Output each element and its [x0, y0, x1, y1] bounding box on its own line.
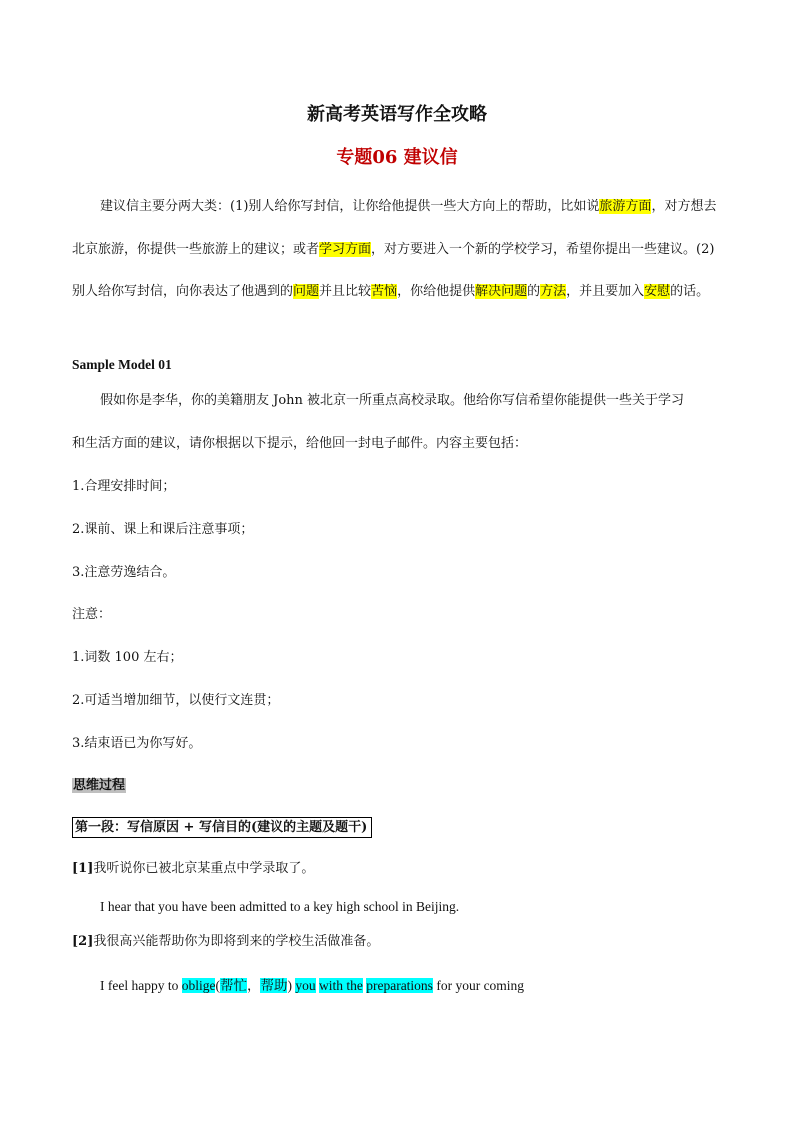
point-3: 3.注意劳逸结合。	[72, 565, 176, 580]
intro-text-14: 的话。	[670, 284, 710, 299]
intro-highlight-3: 学习方面	[319, 241, 372, 257]
sentence-2-tag: [2]	[72, 934, 94, 949]
sentence-1-cn	[72, 856, 724, 882]
point-1: 1.合理安排时间；	[72, 479, 176, 494]
intro-highlight-13: 安慰	[644, 284, 671, 299]
intro-highlight-7: 苦恼	[371, 284, 398, 299]
intro-highlight-11: 方法	[540, 284, 567, 299]
intro-paragraph	[72, 186, 724, 314]
sentence-2-en-text-4: ，	[246, 978, 261, 993]
prompt-line-2: 和生活方面的建议，请你根据以下提示，给他回一封电子邮件。内容主要包括：	[72, 436, 528, 451]
intro-text-4: ，对方要进入一个新的学校学习，希望你提出一些建议。(2)别人给你写封信，向你表达了他遇到的	[72, 241, 715, 299]
intro-text-10: 的	[527, 284, 541, 299]
intro-text-2: ，对方想去北京旅游，你提供一些旅游上的建议；或者	[72, 199, 717, 257]
note-3: 3.结束语已为你写好。	[72, 736, 202, 751]
sentence-2-en	[100, 973, 752, 999]
thinking-process-text: 思维过程	[73, 778, 126, 793]
intro-text-12: ，并且要加入	[566, 284, 645, 299]
sentence-2-en-text-6: )	[287, 978, 296, 993]
paragraph-one-box	[72, 815, 724, 841]
sentence-2-en-text-12: for your coming	[432, 978, 525, 993]
sample-heading: Sample Model 01	[72, 357, 172, 372]
document-title: 新高考英语写作全攻略	[307, 104, 487, 125]
intro-highlight-1: 旅游方面	[599, 199, 652, 214]
note-label: 注意：	[72, 607, 112, 622]
intro-highlight-9: 解决问题	[475, 284, 528, 299]
point-2: 2.课前、课上和课后注意事项；	[72, 522, 254, 537]
intro-text-6: 并且比较	[319, 284, 372, 299]
sentence-2-en-highlight-1: oblige	[181, 978, 216, 993]
sentence-1-en: I hear that you have been admitted to a key high school in Beijing.	[100, 899, 460, 914]
intro-highlight-5: 问题	[293, 284, 320, 299]
sentence-2-en-highlight-5: 帮助	[260, 978, 288, 993]
intro-text-8: ，你给他提供	[397, 284, 476, 299]
sentence-2-en-highlight-11: preparations	[366, 978, 433, 993]
document-subtitle: 专题06 建议信	[336, 147, 458, 168]
sentence-2-en-highlight-7: you	[295, 978, 316, 993]
sentence-2-cn	[72, 929, 724, 955]
prompt-line-1: 假如你是李华，你的美籍朋友 John 被北京一所重点高校录取。他给你写信希望你能提供一些关于学习	[100, 393, 685, 408]
paragraph-one-label: 第一段：写信原因 + 写信目的(建议的主题及题干)	[72, 817, 372, 838]
intro-text-0: 建议信主要分两大类：(1)别人给你写封信，让你给他提供一些大方向上的帮助，比如说	[100, 199, 600, 214]
thinking-process-label	[72, 773, 724, 799]
sentence-1-tag: [1]	[72, 861, 94, 876]
sentence-2-en-text-2: (	[215, 978, 220, 993]
sentence-2-en-highlight-9: with the	[318, 978, 363, 993]
sentence-2-cn-text: 我很高兴能帮助你为即将到来的学校生活做准备。	[93, 934, 380, 949]
sentence-2-en-highlight-3: 帮忙	[219, 978, 247, 993]
sentence-2-en-text-0: I feel happy to	[100, 978, 182, 993]
sentence-1-cn-text: 我听说你已被北京某重点中学录取了。	[93, 861, 315, 876]
note-2: 2.可适当增加细节，以使行文连贯；	[72, 693, 280, 708]
note-1: 1.词数 100 左右；	[72, 650, 183, 665]
